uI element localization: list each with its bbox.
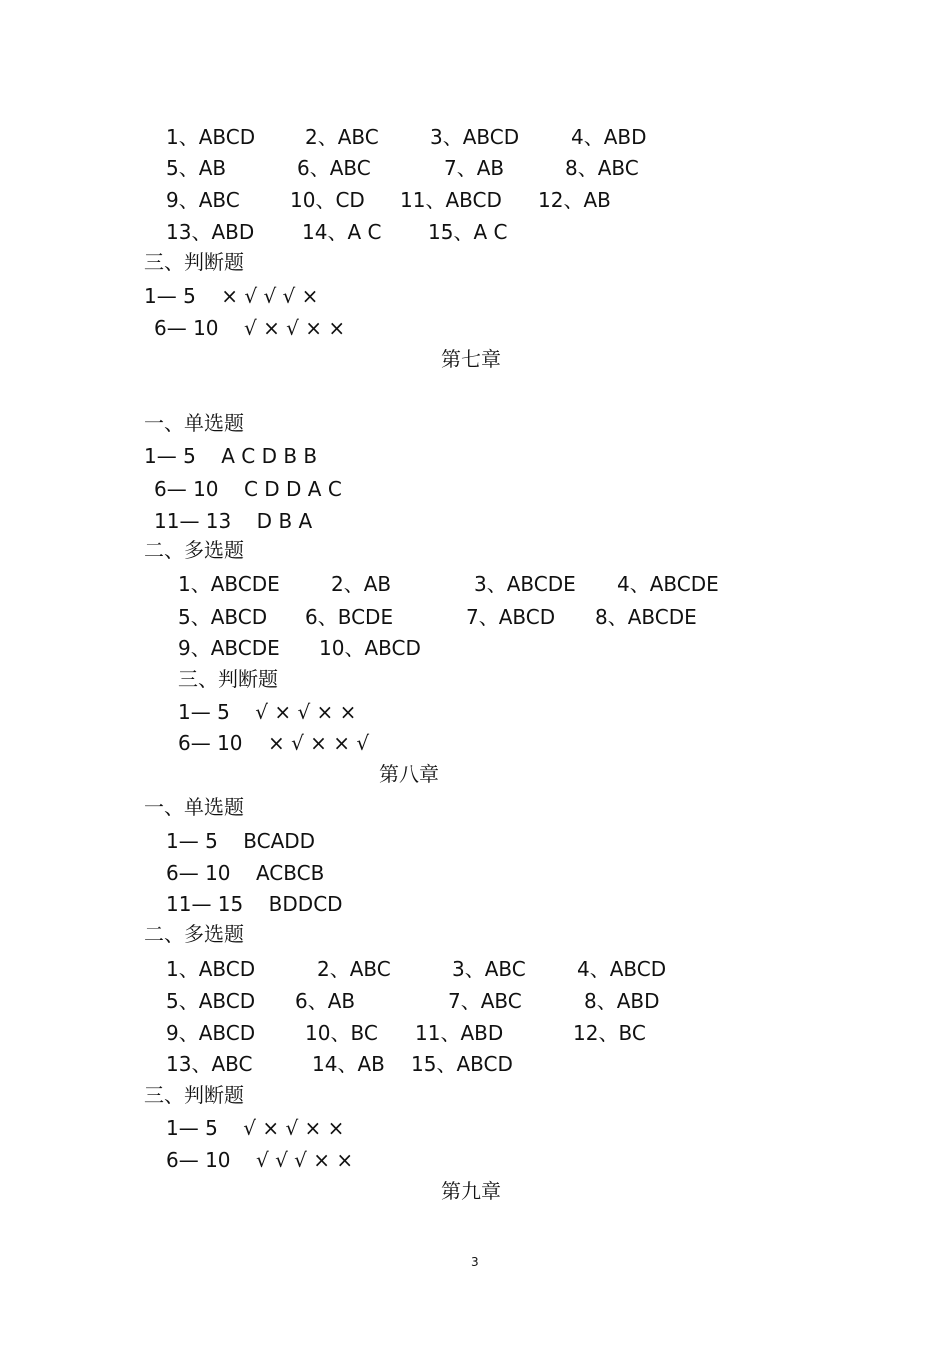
answer: 5、ABCD — [178, 605, 268, 629]
answer: 3、ABC — [452, 957, 526, 981]
answer: 13、ABC — [166, 1052, 253, 1076]
judge-line: 1— 5 √ × √ × × — [178, 700, 357, 724]
answer: 6、AB — [295, 989, 356, 1013]
answer: 2、ABC — [317, 957, 391, 981]
answer: 12、AB — [538, 188, 611, 212]
single-line: 1— 5 BCADD — [166, 829, 316, 853]
answer: 1、ABCD — [166, 957, 256, 981]
answer: 5、AB — [166, 156, 227, 180]
single-line: 6— 10 ACBCB — [166, 861, 325, 885]
judge-line: 6— 10 √ √ √ × × — [166, 1148, 354, 1172]
single-line: 1— 5 A C D B B — [144, 444, 318, 468]
single-line: 11— 13 D B A — [154, 509, 313, 533]
answer: 10、ABCD — [319, 636, 421, 660]
answer: 8、ABCDE — [595, 605, 697, 629]
answer: 2、ABC — [305, 125, 379, 149]
section-heading: 二、多选题 — [144, 922, 244, 946]
answer: 14、A C — [302, 220, 382, 244]
judge-line: 6— 10 × √ × × √ — [178, 731, 370, 755]
answer: 7、ABCD — [466, 605, 556, 629]
answer: 9、ABC — [166, 188, 240, 212]
chapter-title: 第九章 — [441, 1179, 501, 1203]
answer: 6、ABC — [297, 156, 371, 180]
answer: 8、ABD — [584, 989, 660, 1013]
page-number: 3 — [471, 1255, 479, 1269]
answer: 4、ABCDE — [617, 572, 719, 596]
answer: 7、ABC — [448, 989, 522, 1013]
answer: 1、ABCD — [166, 125, 256, 149]
answer: 14、AB — [312, 1052, 385, 1076]
answer: 3、ABCD — [430, 125, 520, 149]
answer: 12、BC — [573, 1021, 646, 1045]
answer: 3、ABCDE — [474, 572, 576, 596]
answer: 10、CD — [290, 188, 365, 212]
section-heading: 一、单选题 — [144, 795, 244, 819]
section-heading: 二、多选题 — [144, 538, 244, 562]
answer: 9、ABCDE — [178, 636, 280, 660]
section-heading: 三、判断题 — [178, 667, 278, 691]
answer: 6、BCDE — [305, 605, 394, 629]
chapter-title: 第八章 — [379, 762, 439, 786]
answer: 9、ABCD — [166, 1021, 256, 1045]
chapter-title: 第七章 — [441, 347, 501, 371]
judge-line: 1— 5 × √ √ √ × — [144, 284, 319, 308]
answer: 2、AB — [331, 572, 392, 596]
section-heading: 三、判断题 — [144, 1083, 244, 1107]
answer: 11、ABD — [415, 1021, 504, 1045]
answer: 1、ABCDE — [178, 572, 280, 596]
section-heading: 三、判断题 — [144, 250, 244, 274]
answer: 4、ABD — [571, 125, 647, 149]
answer: 11、ABCD — [400, 188, 502, 212]
answer: 15、ABCD — [411, 1052, 513, 1076]
answer: 4、ABCD — [577, 957, 667, 981]
judge-line: 1— 5 √ × √ × × — [166, 1116, 345, 1140]
answer: 13、ABD — [166, 220, 255, 244]
section-heading: 一、单选题 — [144, 411, 244, 435]
answer: 7、AB — [444, 156, 505, 180]
answer: 8、ABC — [565, 156, 639, 180]
answer: 10、BC — [305, 1021, 378, 1045]
answer: 15、A C — [428, 220, 508, 244]
single-line: 11— 15 BDDCD — [166, 892, 343, 916]
judge-line: 6— 10 √ × √ × × — [154, 316, 346, 340]
answer: 5、ABCD — [166, 989, 256, 1013]
single-line: 6— 10 C D D A C — [154, 477, 342, 501]
